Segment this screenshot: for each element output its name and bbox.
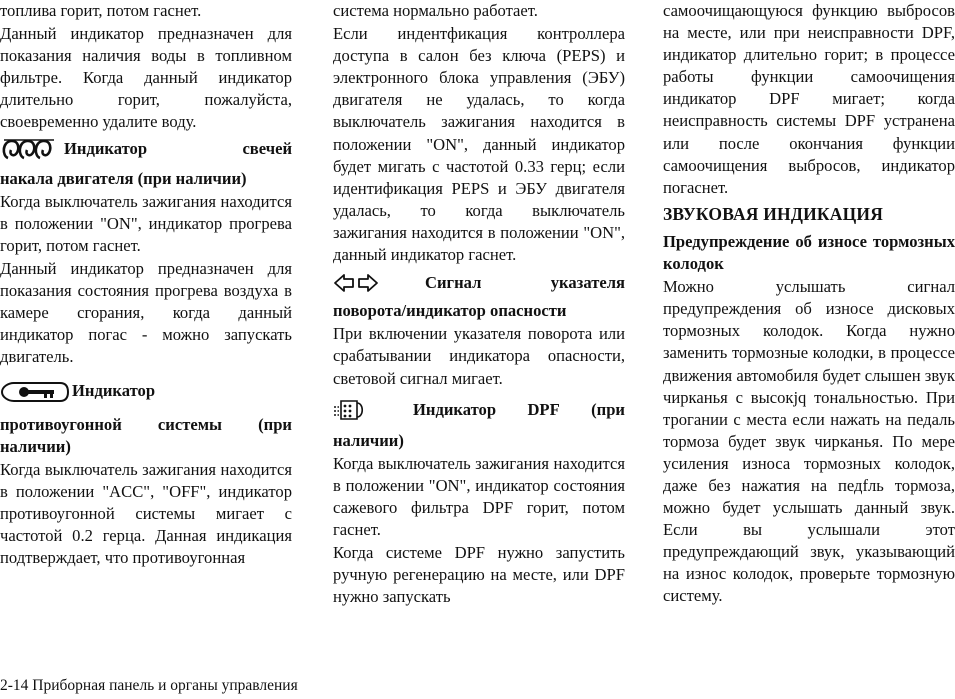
paragraph: Можно услышать сигнал предупреждения об износе дисковых тормозных колодок. Когда нужно заменить тормозные колодки, в процессе движения автомобиля будет слышен звук чирканья с высокjq тональностью. При трогании с места если нажать на педаль тормоза будет звук чирканья. По мере усиления износа тормозных колодок, даже без нажатия на педfль тормоза, можно будет услышать данный звук. Если вы услышали этот предупреждающий звук, указывающий на износ колодок, проверьте тормозную систему. [663, 277, 955, 606]
heading-word: (при [591, 399, 625, 419]
paragraph: Когда системе DPF нужно запустить ручную регенерацию на месте, или DPF нужно запускать [333, 543, 625, 607]
paragraph: система нормально работает. [333, 1, 538, 20]
immobilizer-heading [0, 379, 292, 405]
heading-word: указателя [550, 273, 625, 293]
column-1 [0, 0, 292, 570]
paragraph: Данный индикатор предназначен для показания наличия воды в топливном фильтре. Когда данный индикатор длительно горит, пожалуйста, своевременно удалите воду. [0, 24, 292, 132]
glow-plug-heading-cont: накала двигателя (при наличии) [0, 168, 247, 188]
paragraph: Данный индикатор предназначен для показания состояния прогрева воздуха в камере сгорания, когда данный индикатор погас - можно запускать двигатель. [0, 259, 292, 367]
brake-wear-heading: Предупреждение об износе тормозных колодок [663, 231, 955, 274]
section-heading: ЗВУКОВАЯ ИНДИКАЦИЯ [663, 203, 884, 224]
heading-word: Сигнал [425, 273, 482, 293]
heading-word: DPF [527, 399, 560, 419]
dpf-heading-cont: наличии) [333, 430, 404, 450]
dpf-heading [333, 396, 625, 424]
immobilizer-key-icon [0, 379, 70, 405]
heading-word: Индикатор [72, 381, 156, 401]
heading-word: свечей [242, 138, 292, 158]
paragraph: Когда выключатель зажигания находится в положении "ON", индикатор состояния сажевого фильтра DPF горит, потом гаснет. [333, 453, 625, 539]
glow-plug-heading [0, 138, 292, 160]
column-2 [333, 0, 625, 609]
turn-signal-heading [333, 272, 625, 294]
turn-signal-arrows-icon [333, 273, 379, 293]
heading-word: Индикатор [64, 138, 148, 158]
paragraph: При включении указателя поворота или срабатывании индикатора опасности, световой сигнал мигает. [333, 324, 625, 388]
column-3 [663, 0, 955, 609]
dpf-filter-icon [333, 396, 367, 424]
paragraph: Когда выключатель зажигания находится в положении "ACC", "OFF", индикатор противоугонной системы мигает с частотой 0.2 герца. Данная индикация подтверждает, что противоугонная [0, 459, 292, 568]
paragraph: Если индентфикация контроллера доступа в салон без ключа (PEPS) и электронного блока управления (ЭБУ) двигателя не удалась, то когда выключатель зажигания находится в положении "ON", данный индикатор будет мигать с частотой 0.33 герц; если идентификация PEPS и ЭБУ двигателя удалась, то когда выключатель зажигания находится в положении "ON", данный индикатор гаснет. [333, 24, 625, 265]
heading-word: Индикатор [413, 399, 497, 419]
paragraph: самоочищающуюся функцию выбросов на месте, или при неисправности DPF, индикатор длительно горит; в процессе работы функции самоочищения индикатор DPF мигает; когда неисправность системы DPF устранена или после окончания функции самоочищения выбросов, индикатор погаснет. [663, 1, 955, 197]
glow-plug-icon [0, 138, 58, 160]
page-footer: 2-14 Приборная панель и органы управления [0, 677, 298, 694]
paragraph: топлива горит, потом гаснет. [0, 1, 202, 20]
paragraph: Когда выключатель зажигания находится в положении "ON", индикатор прогрева горит, потом гаснет. [0, 191, 292, 255]
turn-signal-heading-cont: поворота/индикатор опасности [333, 301, 567, 321]
immobilizer-heading-cont: противоугонной системы (при наличии) [0, 414, 292, 456]
